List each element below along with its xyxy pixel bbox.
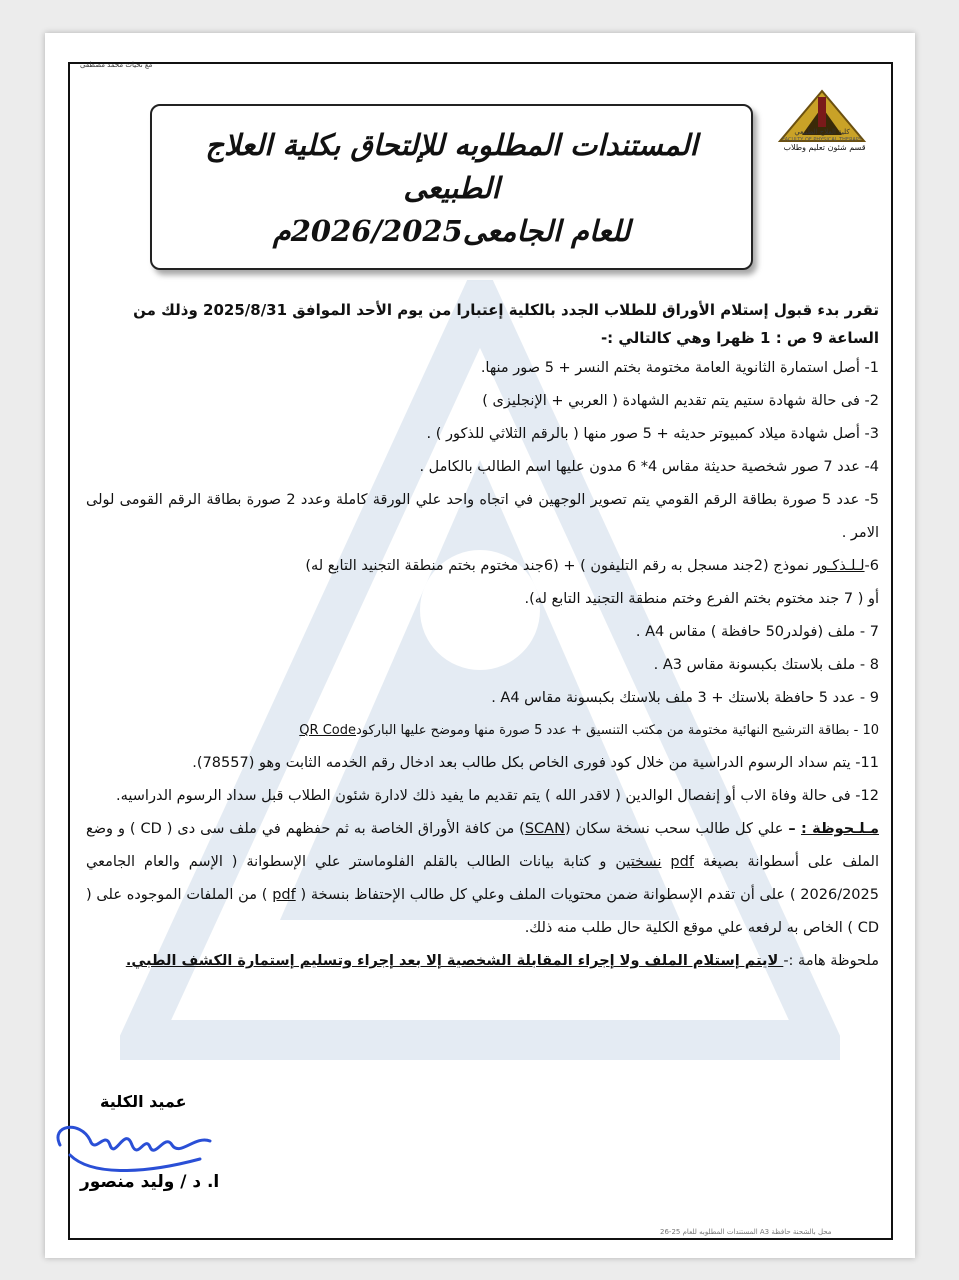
list-item: 3- أصل شهادة ميلاد كمبيوتر حديثه + 5 صور منها ( بالرقم الثلاثي للذكور ) .: [426, 426, 879, 442]
list-item: 2- فى حالة شهادة ستيم يتم تقديم الشهادة ( العربي + الإنجليزى ): [482, 393, 879, 409]
note-scan: SCAN: [524, 821, 565, 837]
note-label: مـلـحوظة :: [800, 821, 879, 837]
important-text: لايتم إستلام الملف ولا إجراء المقابلة الشخصية إلا بعد إجراء وتسليم إستمارة الكشف الطبي.: [125, 953, 784, 969]
list-item: 11- يتم سداد الرسوم الدراسية من خلال كود فورى الخاص بكل طالب بعد ادخال رقم الخدمه الثابت وهو (78557).: [192, 755, 879, 771]
note-pdf-2: pdf: [272, 887, 296, 903]
intro-line-1: تقرر بدء قبول إستلام الأوراق للطلاب الجدد بالكلية إعتبارا من يوم الأحد الموافق 2025/8/31 وذلك من: [133, 301, 879, 319]
dean-name: ا. د / وليد منصور: [80, 1172, 220, 1192]
footer-note: محل بالشحنة حافظة A3 المستندات المطلوبه للعام 25-26: [660, 1228, 832, 1236]
list-item: 5- عدد 5 صورة بطاقة الرقم القومي يتم تصوير الوجهين في اتجاه واحد علي الورقة كاملة وعدد 2 صورة بطاقة الرقم القومى لولى الامر .: [86, 492, 879, 541]
note-copies: نسختين: [615, 854, 662, 870]
top-note: مع تحيات محمد مصطفى: [80, 61, 153, 69]
list-item: 8 - ملف بلاستك بكبسونة مقاس A3 .: [653, 657, 879, 673]
title-box: [150, 104, 753, 270]
list-item: 7 - ملف (فولدر50 حافظة ) مقاس A4 .: [635, 624, 879, 640]
note-text-1: علي كل طالب سحب نسخة سكان (: [564, 821, 789, 837]
note-dash: –: [788, 821, 801, 837]
logo-name-en: FACULTY OF PHYSICAL THERAPY: [782, 137, 862, 143]
item10-text: 10 - بطاقة الترشيح النهائية مختومة من مكتب التنسيق + عدد 5 صورة منها وموضح عليها الباركود: [355, 723, 879, 738]
list-item-6-line-2: أو ( 7 جند مختوم بختم الفرع وختم منطقة التجنيد التابع له).: [524, 591, 879, 607]
note-text-2: ) من كافة الأوراق الخاصة به ثم حفظهم في ملف سى دى ( CD ) و وضع الملف على أسطوانة بصيغة: [86, 821, 879, 870]
dean-title: عميد الكلية: [100, 1092, 187, 1111]
note-paragraph: [86, 813, 879, 945]
list-item-6: [86, 550, 879, 583]
item6-prefix: 6-: [864, 558, 879, 574]
important-label: ملحوظة هامة :-: [783, 953, 879, 969]
note-text-4: و كتابة بيانات الطالب بالقلم الفلوماستر علي الإسطوانة ( الإسم والعام الجامعي 2026/2025 ) على أن تقدم الإسطوانة ضمن محتويات الملف وعلي كل طالب الإحتفاظ بنسخة (: [86, 854, 879, 903]
important-note: [86, 945, 879, 978]
logo-department: قسم شئون تعليم وطلاب: [783, 143, 866, 152]
list-item: 4- عدد 7 صور شخصية حديثة مقاس 4* 6 مدون عليها اسم الطالب بالكامل .: [419, 459, 879, 475]
list-item-10: [86, 715, 879, 747]
title-line-1: المستندات المطلوبه للإلتحاق بكلية العلاج: [205, 128, 698, 162]
note-text-5: ) من الملفات الموجوده على ( CD ) الخاص به لرفعه علي موقع الكلية حال طلب منه ذلك.: [86, 887, 879, 936]
qr-code-text: QR Code: [299, 723, 356, 738]
item6-line1: نموذج (2جند مسجل به رقم التليفون ) + (6جند مختوم بختم منطقة التجنيد التابع له): [305, 558, 814, 574]
item6-males: لـلـذكـور: [813, 558, 865, 574]
intro-line-2: الساعة 9 ص : 1 ظهرا وهي كالتالي :-: [600, 329, 879, 347]
list-item: 12- فى حالة وفاة الاب أو إنفصال الوالدين ( لاقدر الله ) يتم تقديم ما يفيد ذلك لادارة شئون الطلاب قبل سداد الرسوم الدراسيه.: [116, 788, 879, 804]
title-line-3: للعام الجامعى2026/2025م: [272, 214, 631, 248]
note-pdf-1: pdf: [670, 854, 694, 870]
list-item: 1- أصل استمارة الثانوية العامة مختومة بختم النسر + 5 صور منها.: [480, 360, 879, 376]
title-line-2: الطبيعى: [403, 171, 500, 205]
document-body: [86, 296, 879, 978]
logo-name-ar: كلية العلاج الطبيعي: [794, 128, 850, 136]
list-item: 9 - عدد 5 حافظة بلاستك + 3 ملف بلاستك بكبسونة مقاس A4 .: [491, 690, 879, 706]
